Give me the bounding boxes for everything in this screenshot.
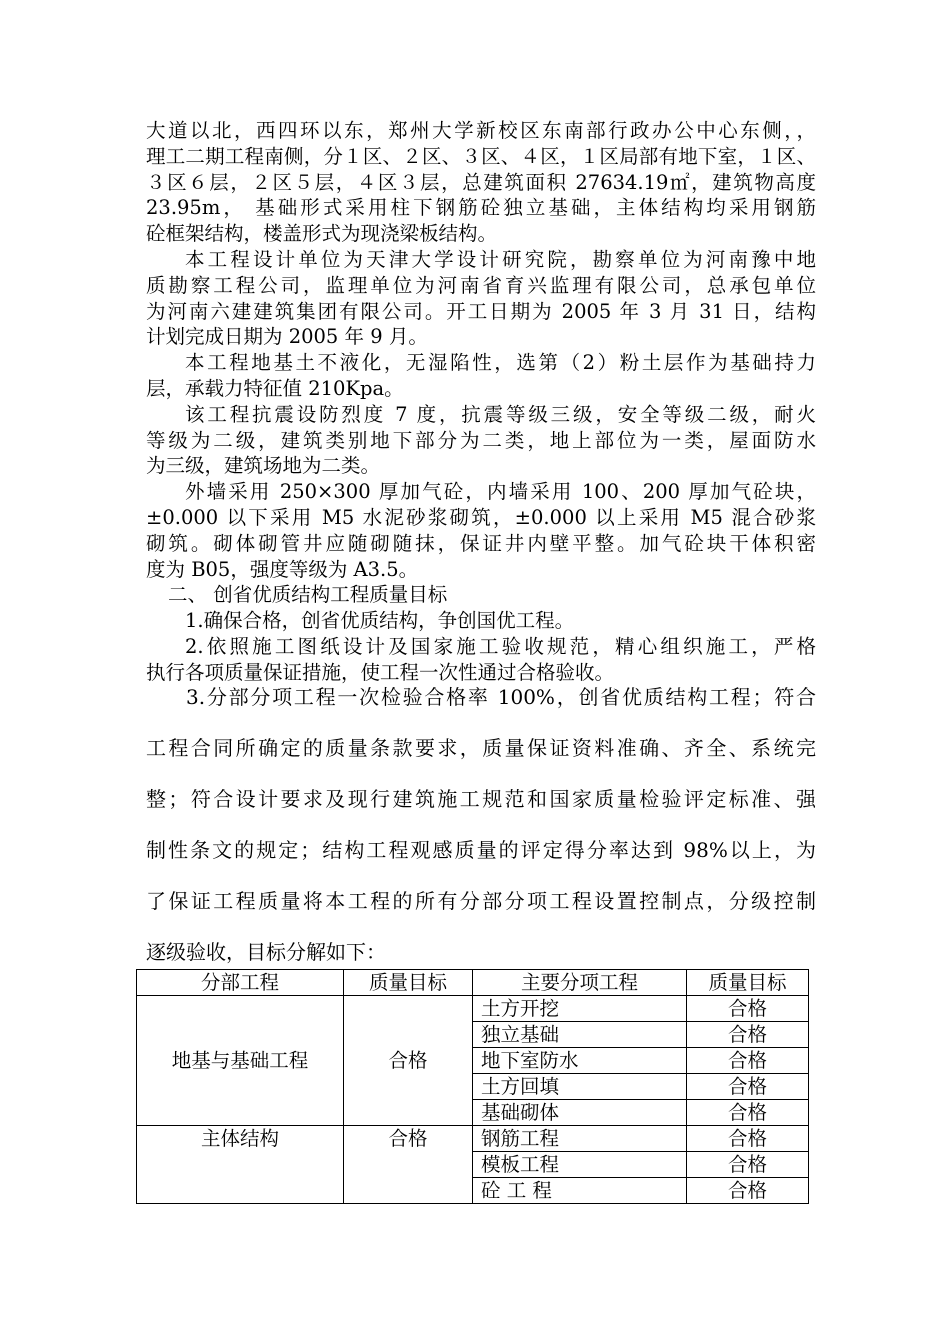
text-line: 外墙采用 250×300 厚加气砼，内墙采用 100、200 厚加气砼块， <box>185 480 816 504</box>
subitem-cell: 独立基础 <box>473 1022 687 1048</box>
text-line: 砼框架结构，楼盖形式为现浇梁板结构。 <box>146 222 498 246</box>
paragraph-seismic <box>146 402 816 479</box>
text-line: 执行各项质量保证措施，使工程一次性通过合格验收。 <box>146 660 615 684</box>
text-line: 质勘察工程公司，监理单位为河南省育兴监理有限公司，总承包单位 <box>146 273 816 297</box>
section-heading: 二、 创省优质结构工程质量目标 <box>168 583 448 607</box>
text-line: 为河南六建建筑集团有限公司。开工日期为 2005 年 3 月 31 日，结构 <box>146 299 816 323</box>
table-row <box>137 1126 809 1152</box>
text-line: 了保证工程质量将本工程的所有分部分项工程设置控制点，分级控制 <box>146 889 816 913</box>
subitem-goal-cell: 合格 <box>687 1100 809 1126</box>
text-line: 制性条文的规定；结构工程观感质量的评定得分率达到 98%以上，为 <box>146 838 816 862</box>
text-line: 工程合同所确定的质量条款要求，质量保证资料准确、齐全、系统完 <box>146 736 816 760</box>
text-line: 大道以北，西四环以东，郑州大学新校区东南部行政办公中心东侧，， <box>146 119 816 142</box>
division-cell: 主体结构 <box>137 1126 344 1204</box>
paragraph-participating-units <box>146 247 816 350</box>
body-text-dense <box>146 118 816 686</box>
subitem-goal-cell: 合格 <box>687 1126 809 1152</box>
text-line: 整；符合设计要求及现行建筑施工规范和国家质量检验评定标准、强 <box>146 787 816 811</box>
subitem-goal-cell: 合格 <box>687 1152 809 1178</box>
goal-3 <box>146 672 816 978</box>
goal-1: 1.确保合格，创省优质结构，争创国优工程。 <box>185 609 575 633</box>
division-goal-cell: 合格 <box>344 1126 473 1204</box>
header-division: 分部工程 <box>137 970 344 996</box>
text-line: 2.依照施工图纸设计及国家施工验收规范，精心组织施工，严格 <box>185 634 816 658</box>
text-line: 计划完成日期为 2005 年 9 月。 <box>146 325 428 349</box>
text-line: 23.95m， 基础形式采用柱下钢筋砼独立基础，主体结构均采用钢筋 <box>146 196 816 220</box>
subitem-goal-cell: 合格 <box>687 1178 809 1204</box>
table-header-row <box>137 970 809 996</box>
subitem-cell: 地下室防水 <box>473 1048 687 1074</box>
header-subitem-goal: 质量目标 <box>687 970 809 996</box>
subitem-cell: 土方回填 <box>473 1074 687 1100</box>
text-line: 该工程抗震设防烈度 7 度，抗震等级三级，安全等级二级，耐火 <box>185 402 816 426</box>
subitem-goal-cell: 合格 <box>687 1022 809 1048</box>
text-line: 理工二期工程南侧，分１区、２区、３区、４区，１区局部有地下室，１区、 <box>146 144 816 168</box>
header-division-goal: 质量目标 <box>344 970 473 996</box>
subitem-cell: 模板工程 <box>473 1152 687 1178</box>
subitem-cell: 钢筋工程 <box>473 1126 687 1152</box>
subitem-goal-cell: 合格 <box>687 1048 809 1074</box>
text-line: 砌筑。砌体砌管井应随砌随抹，保证井内壁平整。加气砼块干体积密 <box>146 531 816 555</box>
subitem-cell: 砼 工 程 <box>473 1178 687 1204</box>
subitem-cell: 基础砌体 <box>473 1100 687 1126</box>
division-goal-cell: 合格 <box>344 996 473 1126</box>
text-line: 逐级验收，目标分解如下： <box>146 940 386 964</box>
text-line: 等级为二级，建筑类别地下部分为二类，地上部位为一类，屋面防水 <box>146 428 816 452</box>
subitem-goal-cell: 合格 <box>687 996 809 1022</box>
paragraph-project-overview <box>146 118 816 247</box>
text-line: 本工程地基土不液化，无湿陷性，选第（2）粉土层作为基础持力 <box>185 351 816 375</box>
text-line: 为三级，建筑场地为二类。 <box>146 454 381 478</box>
quality-target-table <box>136 969 809 1204</box>
paragraph-foundation-soil <box>146 350 816 402</box>
text-line: 度为 B05，强度等级为 A3.5。 <box>146 557 419 581</box>
paragraph-walls <box>146 479 816 582</box>
subitem-goal-cell: 合格 <box>687 1074 809 1100</box>
text-line: 层，承载力特征值 210Kpa。 <box>146 376 404 400</box>
division-cell: 地基与基础工程 <box>137 996 344 1126</box>
text-line: 3.分部分项工程一次检验合格率 100%，创省优质结构工程；符合 <box>186 685 816 709</box>
table-row <box>137 996 809 1022</box>
text-line: ３区６层，２区５层，４区３层，总建筑面积 27634.19㎡，建筑物高度 <box>146 170 816 194</box>
header-subitem: 主要分项工程 <box>473 970 687 996</box>
subitem-cell: 土方开挖 <box>473 996 687 1022</box>
text-line: 本工程设计单位为天津大学设计研究院，勘察单位为河南豫中地 <box>185 247 816 271</box>
text-line: ±0.000 以下采用 M5 水泥砂浆砌筑，±0.000 以上采用 M5 混合砂浆 <box>146 505 816 529</box>
